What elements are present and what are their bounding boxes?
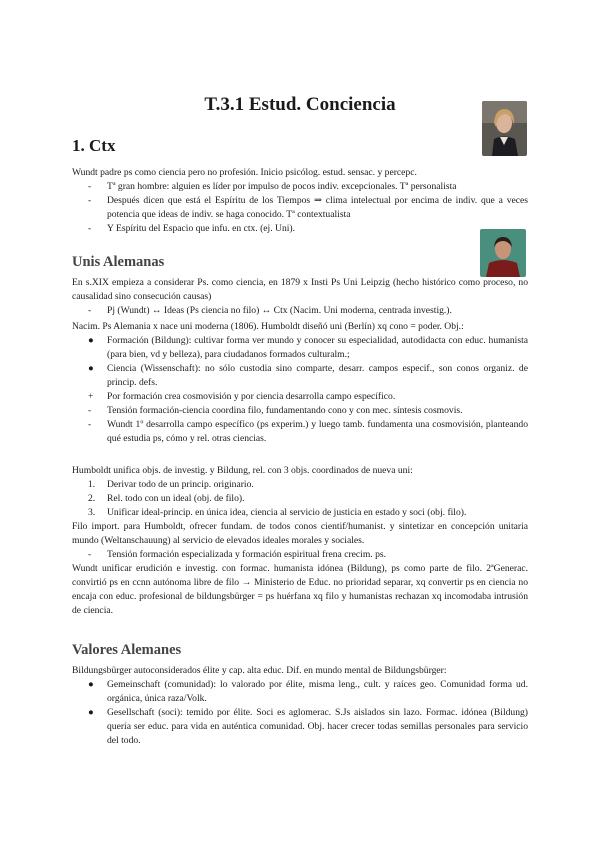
section-heading-valores: Valores Alemanes (72, 642, 182, 658)
bullet-marker: ● (88, 679, 94, 690)
list-item: Formación (Bildung): cultivar forma ver mundo y conocer su especialidad, autodidacta con educ. humanista (para bien, vd y belleza), para ciudadanos formados culturalm.; (107, 335, 528, 360)
section-heading-ctx: 1. Ctx (72, 136, 116, 155)
bullet-marker: ● (88, 335, 94, 346)
list-item: Wundt 1º desarrolla campo específico (ps experim.) y luego tamb. fundamenta una cosmovisión, planteando qué estudia ps, cómo y rel. otras ciencias. (107, 419, 528, 444)
bullet-marker: - (88, 181, 92, 192)
portrait-photo-1 (482, 101, 527, 156)
paragraph-wundt: Wundt padre ps como ciencia pero no profesión. Inicio psicólog. estud. sensac. y percepc. (72, 167, 417, 178)
paragraph-bildungsburger: Bildungsbürger autoconsiderados élite y cap. alta educ. Dif. en mundo mental de Bildungsbürger: (72, 665, 447, 676)
section-heading-unis: Unis Alemanas (72, 254, 165, 270)
bullet-marker: - (88, 305, 92, 316)
page-title: T.3.1 Estud. Conciencia (204, 94, 396, 115)
paragraph-nacim: Nacim. Ps Alemania x nace uni moderna (1806). Humboldt diseñó uni (Berlín) xq cono = poder. Obj.: (72, 321, 464, 332)
bullet-marker: - (88, 195, 92, 206)
list-item: Por formación crea cosmovisión y por ciencia desarrolla campo específico. (107, 391, 396, 402)
list-item: Tensión formación especializada y formación espiritual frena crecim. ps. (107, 549, 387, 560)
paragraph-wundt-unificar: Wundt unificar erudición e investig. con formac. humanista idónea (Bildung), ps como parte de filo. 2ªGenerac. convirtió ps en ccnn autónoma libre de filo → Ministerio de Educ. no prioridad separar, xq convertir ps en ciencia no encaja con educ. profesional de bildungsbürger = ps huérfana xq filo y humanistas rechazan xq incomodaba intrusión de ciencia. (72, 563, 528, 616)
list-item: Rel. todo con un ideal (obj. de filo). (107, 493, 245, 504)
list-item: Pj (Wundt) ↔ Ideas (Ps ciencia no filo) ↔ Ctx (Nacim. Uni moderna, centrada investig.). (107, 305, 452, 316)
paragraph-filo: Filo import. para Humboldt, ofrecer fundam. de todos conos cientif/humanist. y sintetizar en concepción unitaria mundo (Weltanschauung) al servicio de elevados ideales morales y sociales. (72, 521, 528, 546)
bullet-marker: - (88, 405, 92, 416)
list-item: Tensión formación-ciencia coordina filo, fundamentando cono y con mec. síntesis cosmovis. (107, 405, 463, 416)
portrait-photo-2 (480, 229, 526, 277)
bullet-marker: + (88, 391, 94, 402)
list-item: Ciencia (Wissenschaft): no sólo custodia sino comparte, desarr. campos especif., son conos organiz. de princip. defs. (107, 363, 528, 388)
list-item: Gemeinschaft (comunidad): lo valorado por élite, misma leng., cult. y raíces geo. Comunidad forma ud. orgánica, única raza/Volk. (107, 679, 528, 704)
bullet-marker: - (88, 549, 92, 560)
list-item: Gesellschaft (soci): temido por élite. Soci es aglomerac. S.Js aislados sin lazo. Formac. idónea (Bildung) quería ser educ. para vida en auténtica comunidad. Obj. hacer crecer todas semillas personales para servicio del todo. (107, 707, 528, 746)
list-item: Tª gran hombre: alguien es líder por impulso de pocos indiv. excepcionales. Tª personalista (107, 181, 457, 192)
number-marker: 2. (88, 493, 96, 504)
bullet-marker: - (88, 419, 92, 430)
paragraph-sxix: En s.XIX empieza a considerar Ps. como ciencia, en 1879 x Insti Ps Uni Leipzig (hecho histórico como proceso, no causalidad sino consecución causas) (72, 277, 528, 302)
list-item: Después dicen que está el Espíritu de los Tiempos ⇒ clima intelectual por encima de indiv. que a veces potencia que ideas de indiv. se haga conocido. Tª contextualista (107, 195, 528, 220)
number-marker: 1. (88, 479, 96, 490)
bullet-marker: ● (88, 707, 94, 718)
number-marker: 3. (88, 507, 96, 518)
paragraph-humboldt: Humboldt unifica objs. de investig. y Bildung, rel. con 3 objs. coordinados de nueva uni: (72, 465, 413, 476)
list-item: Derivar todo de un princip. originario. (107, 479, 254, 490)
list-item: Y Espíritu del Espacio que infu. en ctx. (ej. Uni). (107, 223, 296, 234)
bullet-marker: ● (88, 363, 94, 374)
list-item: Unificar ideal-princip. en única idea, ciencia al servicio de justicia en estado y soci (obj. filo). (107, 507, 467, 518)
bullet-marker: - (88, 223, 92, 234)
